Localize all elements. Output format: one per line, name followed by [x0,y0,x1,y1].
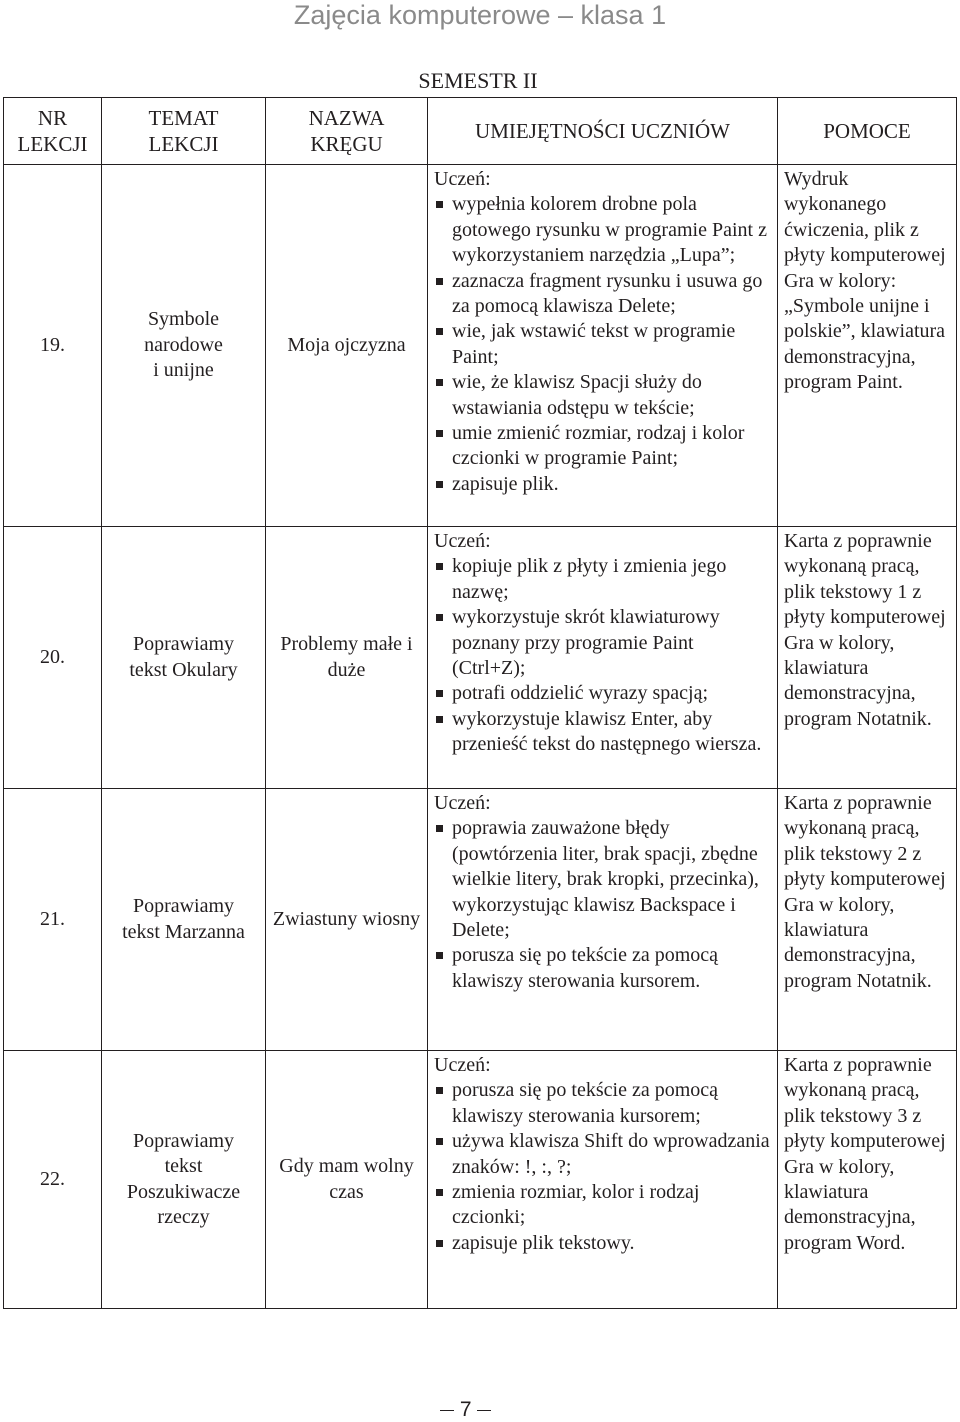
page-number: 7 [440,1398,491,1422]
header-aids: POMOCE [778,98,957,165]
list-item: wykorzystuje klawisz Enter, aby przenieść tekst do następnego wiersza. [434,707,771,758]
circle-name: Zwiastuny wiosny [266,789,428,1051]
page-title: Zajęcia komputerowe – klasa 1 [293,0,667,30]
circle-name: Gdy mam wolny czas [266,1051,428,1309]
list-item: używa klawisza Shift do wprowadzania znaków: !, :, ?; [434,1129,771,1180]
list-item: wie, że klawisz Spacji służy do wstawiania odstępu w tekście; [434,370,771,421]
list-item: zapisuje plik. [434,472,771,497]
aids-cell: Karta z poprawnie wykonaną pracą, plik tekstowy 3 z płyty komputerowej Gra w kolory, klawiatura demonstracyjna, program Word. [778,1051,957,1309]
table-row [4,1051,957,1309]
footer-dash-right [477,1410,491,1411]
lesson-number: 20. [4,527,102,789]
list-item: porusza się po tekście za pomocą klawiszy sterowania kursorem. [434,943,771,994]
curriculum-table [3,97,957,1309]
header-skills: UMIEJĘTNOŚCI UCZNIÓW [428,98,778,165]
skills-list [434,816,771,994]
list-item: wypełnia kolorem drobne pola gotowego rysunku w programie Paint z wykorzystaniem narzędzia „Lupa”; [434,192,771,268]
list-item: poprawia zauważone błędy (powtórzenia liter, brak spacji, zbędne wielkie litery, brak kropki, przecinka), wykorzystując klawisz Backspace i Delete; [434,816,771,943]
table-row [4,165,957,527]
footer-dash-left [440,1410,454,1411]
circle-name: Problemy małe i duże [266,527,428,789]
list-item: wie, jak wstawić tekst w programie Paint; [434,319,771,370]
aids-cell: Karta z poprawnie wykonaną pracą, plik tekstowy 2 z płyty komputerowej Gra w kolory, klawiatura demonstracyjna, program Notatnik. [778,789,957,1051]
header-topic: TEMAT LEKCJI [102,98,266,165]
skills-intro: Uczeń: [434,792,491,814]
skills-list [434,554,771,757]
lesson-topic: Poprawiamy tekst Okulary [102,527,266,789]
header-nr: NR LEKCJI [4,98,102,165]
list-item: potrafi oddzielić wyrazy spacją; [434,681,771,706]
header-circle: NAZWA KRĘGU [266,98,428,165]
list-item: kopiuje plik z płyty i zmienia jego nazwę; [434,554,771,605]
skills-list [434,1078,771,1256]
skills-intro: Uczeń: [434,530,491,552]
lesson-number: 22. [4,1051,102,1309]
lesson-topic: Poprawiamy tekst Marzanna [102,789,266,1051]
list-item: zapisuje plik tekstowy. [434,1231,771,1256]
semester-label: SEMESTR II [418,68,538,93]
list-item: porusza się po tekście za pomocą klawiszy sterowania kursorem; [434,1078,771,1129]
skills-cell [428,527,778,789]
list-item: zmienia rozmiar, kolor i rodzaj czcionki; [434,1180,771,1231]
table-header-row [4,98,957,165]
lesson-topic: Poprawiamy tekst Poszukiwacze rzeczy [102,1051,266,1309]
skills-list [434,192,771,497]
skills-cell [428,789,778,1051]
list-item: wykorzystuje skrót klawiaturowy poznany przy programie Paint (Ctrl+Z); [434,605,771,681]
skills-intro: Uczeń: [434,168,491,190]
aids-cell: Wydruk wykonanego ćwiczenia, plik z płyty komputerowej Gra w kolory: „Symbole unijne i polskie”, klawiatura demonstracyjna, program Paint. [778,165,957,527]
skills-intro: Uczeń: [434,1054,491,1076]
skills-cell [428,165,778,527]
table-row [4,789,957,1051]
lesson-number: 19. [4,165,102,527]
circle-name: Moja ojczyzna [266,165,428,527]
aids-cell: Karta z poprawnie wykonaną pracą, plik tekstowy 1 z płyty komputerowej Gra w kolory, klawiatura demonstracyjna, program Notatnik. [778,527,957,789]
lesson-number: 21. [4,789,102,1051]
table-row [4,527,957,789]
list-item: umie zmienić rozmiar, rodzaj i kolor czcionki w programie Paint; [434,421,771,472]
list-item: zaznacza fragment rysunku i usuwa go za pomocą klawisza Delete; [434,269,771,320]
skills-cell [428,1051,778,1309]
lesson-topic: Symbole narodowe i unijne [102,165,266,527]
